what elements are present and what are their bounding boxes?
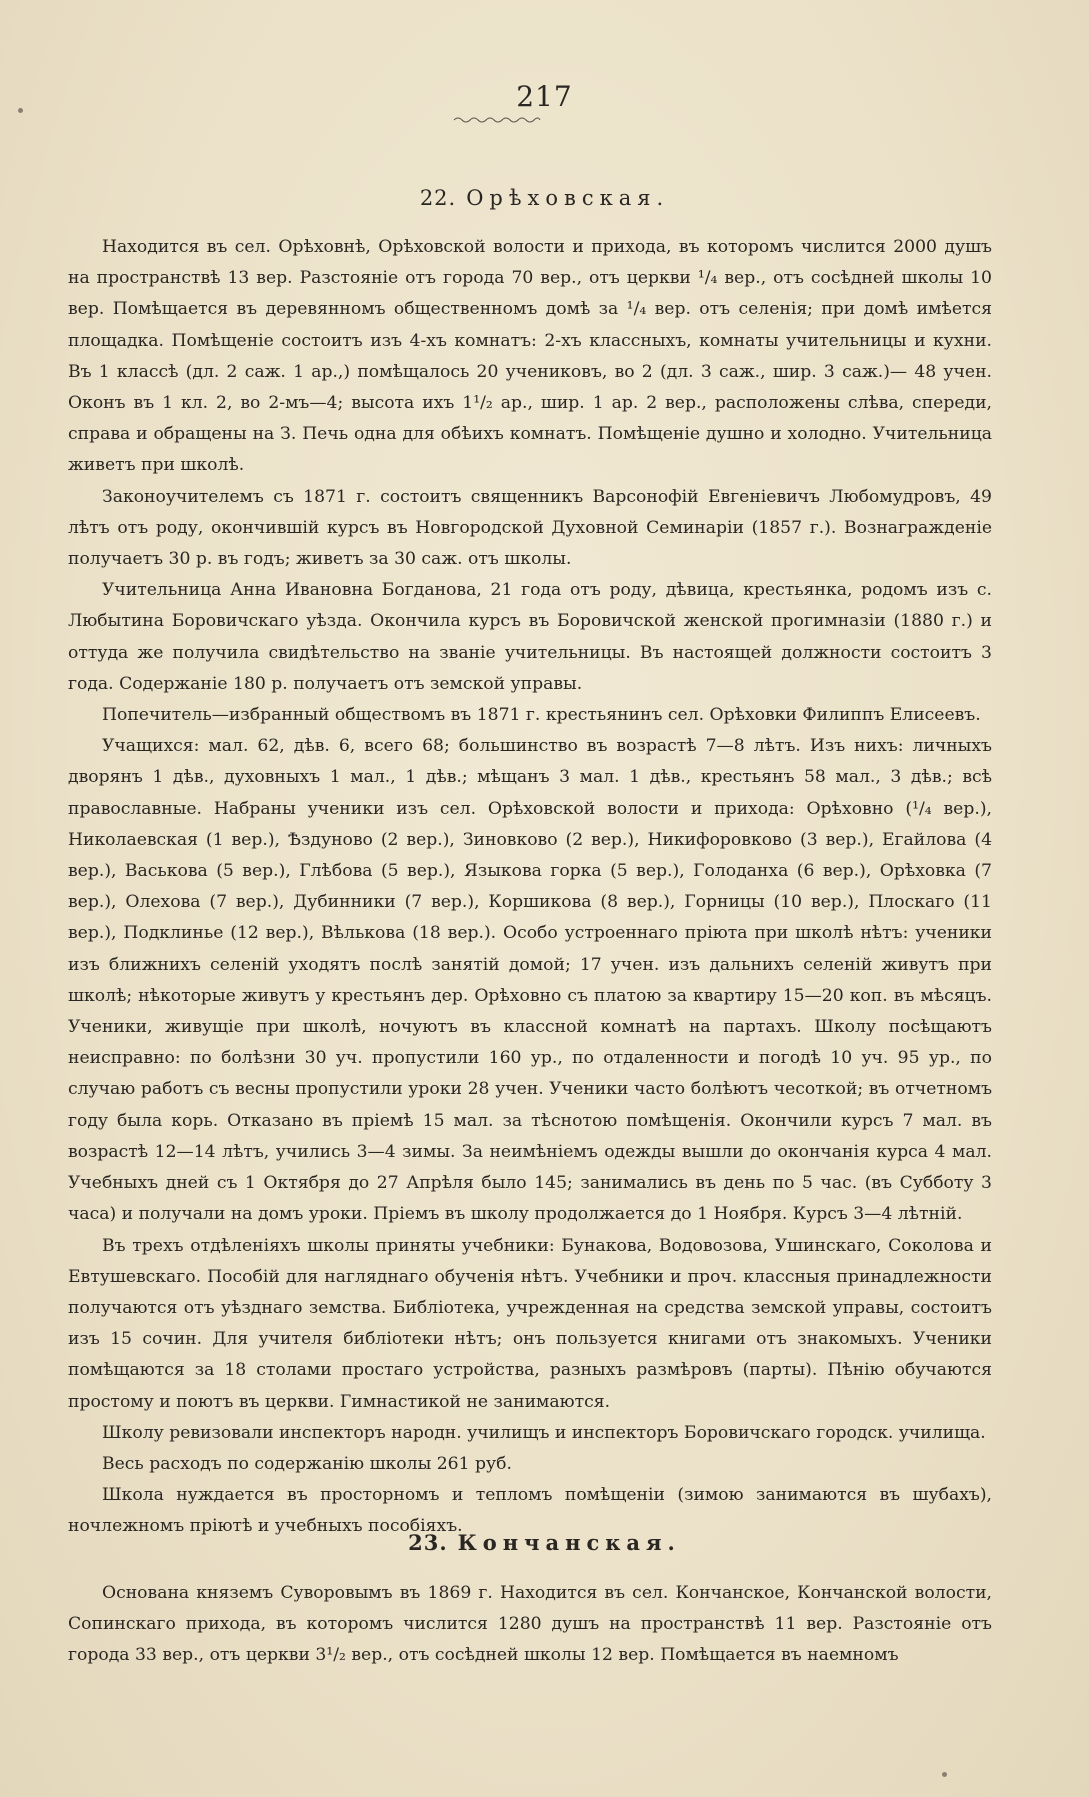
section-title: Кончанская. — [457, 1530, 681, 1555]
paragraph: Законоучителемъ съ 1871 г. состоитъ священникъ Варсонофій Евгеніевичъ Любомудровъ, 49 лѣтъ отъ роду, окончившій курсъ въ Новгородской Духовной Семинаріи (1857 г.). Вознагражденіе получаетъ 30 р. въ годъ; живетъ за 30 саж. отъ школы. — [68, 486, 992, 570]
paragraph: Весь расходъ по содержанію школы 261 руб. — [102, 1453, 512, 1474]
paragraph: Попечитель—избранный обществомъ въ 1871 г. крестьянинъ сел. Орѣховки Филиппъ Елисеевъ. — [102, 705, 981, 726]
paragraph: Учащихся: мал. 62, дѣв. 6, всего 68; большинство въ возрастѣ 7—8 лѣтъ. Изъ нихъ: личныхъ дворянъ 1 дѣв., духовныхъ 1 мал., 1 дѣв.; мѣщанъ 3 мал. 1 дѣв., крестьянъ 58 мал., 3 дѣв.; всѣ православные. Набраны ученики изъ сел. Орѣховской волости и прихода: Орѣховно (¹/₄ вер.), Николаевская (1 вер.), Ѣздуново (2 вер.), Зиновково (2 вер.), Никифоровково (3 вер.), Егайлова (4 вер.), Васькова (5 вер.), Глѣбова (5 вер.), Языкова горка (5 вер.), Голоданха (6 вер.), Орѣховка (7 вер.), Олехова (7 вер.), Дубинники (7 вер.), Коршикова (8 вер.), Горницы (10 вер.), Плоскаго (11 вер.), Подклинье (12 вер.), Вѣлькова (18 вер.). Особо устроеннаго пріюта при школѣ нѣтъ: ученики изъ ближнихъ селеній уходятъ послѣ занятій домой; 17 учен. изъ дальнихъ селеній живутъ при школѣ; нѣкоторые живутъ у крестьянъ дер. Орѣховно съ платою за квартиру 15—20 коп. въ мѣсяцъ. Ученики, живущіе при школѣ, ночуютъ въ классной комнатѣ на партахъ. Школу посѣщаютъ неисправно: по болѣзни 30 уч. пропустили 160 ур., по отдаленности и погодѣ 10 уч. 95 ур., по случаю работъ съ весны пропустили уроки 28 учен. Ученики часто болѣютъ чесоткой; въ отчетномъ году была корь. Отказано въ пріемѣ 15 мал. за тѣснотою помѣщенія. Окончили курсъ 7 мал. въ возрастѣ 12—14 лѣтъ, учились 3—4 зимы. За неимѣніемъ одежды вышли до окончанія курса 4 мал. Учебныхъ дней съ 1 Октября до 27 Апрѣля было 145; занимались въ день по 5 час. (въ Субботу 3 часа) и получали на домъ уроки. Пріемъ въ школу продолжается до 1 Ноября. Курсъ 3—4 лѣтній. — [68, 736, 992, 1225]
paragraph: Находится въ сел. Орѣховнѣ, Орѣховской волости и прихода, въ которомъ числится 2000 душъ на пространствѣ 13 вер. Разстояніе отъ города 70 вер., отъ церкви ¹/₄ вер., отъ сосѣдней школы 10 вер. Помѣщается въ деревянномъ общественномъ домѣ за ¹/₄ вер. отъ селенія; при домѣ имѣется площадка. Помѣщеніе состоитъ изъ 4-хъ комнатъ: 2-хъ классныхъ, комнаты учительницы и кухни. Въ 1 классѣ (дл. 2 саж. 1 ар.,) помѣщалось 20 учениковъ, во 2 (дл. 3 саж., шир. 3 саж.)— 48 учен. Оконъ въ 1 кл. 2, во 2-мъ—4; высота ихъ 1¹/₂ ар., шир. 1 ар. 2 вер., расположены слѣва, спереди, справа и обращены на З. Печь одна для обѣихъ комнатъ. Помѣщеніе душно и холодно. Учительница живетъ при школѣ. — [68, 237, 992, 476]
ornament-divider — [452, 116, 542, 124]
section-title: Орѣховская. — [466, 186, 670, 210]
section-number: 22. — [419, 186, 457, 210]
paragraph: Школа нуждается въ просторномъ и тепломъ помѣщеніи (зимою занимаются въ шубахъ), ночлежномъ пріютѣ и учебныхъ пособіяхъ. — [68, 1485, 992, 1537]
paragraph: Въ трехъ отдѣленіяхъ школы приняты учебники: Бунакова, Водовозова, Ушинскаго, Соколова и Евтушевскаго. Пособій для нагляднаго обученія нѣтъ. Учебники и проч. классныя принадлежности получаются отъ уѣзднаго земства. Библіотека, учрежденная на средства земской управы, состоитъ изъ 15 сочин. Для учителя библіотеки нѣтъ; онъ пользуется книгами отъ знакомыхъ. Ученики помѣщаются за 18 столами простаго устройства, разныхъ размѣровъ (парты). Пѣнію обучаются простому и поютъ въ церкви. Гимнастикой не занимаются. — [68, 1235, 992, 1412]
section-body-22 — [68, 232, 992, 1543]
paragraph: Школу ревизовали инспекторъ народн. училищъ и инспекторъ Боровичскаго городск. училища. — [102, 1422, 986, 1443]
section-number: 23. — [408, 1530, 448, 1555]
paragraph: Основана княземъ Суворовымъ въ 1869 г. Находится въ сел. Кончанское, Кончанской волости, Сопинскаго прихода, въ которомъ числится 1280 душъ на пространствѣ 11 вер. Разстояніе отъ города 33 вер., отъ церкви 3¹/₂ вер., отъ сосѣдней школы 12 вер. Помѣщается въ наемномъ — [68, 1583, 992, 1666]
page-number: 217 — [516, 80, 573, 113]
section-body-23 — [68, 1578, 992, 1672]
section-heading-23 — [0, 1530, 1089, 1555]
paragraph: Учительница Анна Ивановна Богданова, 21 года отъ роду, дѣвица, крестьянка, родомъ изъ с. Любытина Боровичскаго уѣзда. Окончила курсъ въ Боровичской женской прогимназіи (1880 г.) и оттуда же получила свидѣтельство на званіе учительницы. Въ настоящей должности состоитъ 3 года. Содержаніе 180 р. получаетъ отъ земской управы. — [68, 580, 992, 694]
print-speck — [942, 1772, 947, 1777]
section-heading-22 — [0, 186, 1089, 210]
